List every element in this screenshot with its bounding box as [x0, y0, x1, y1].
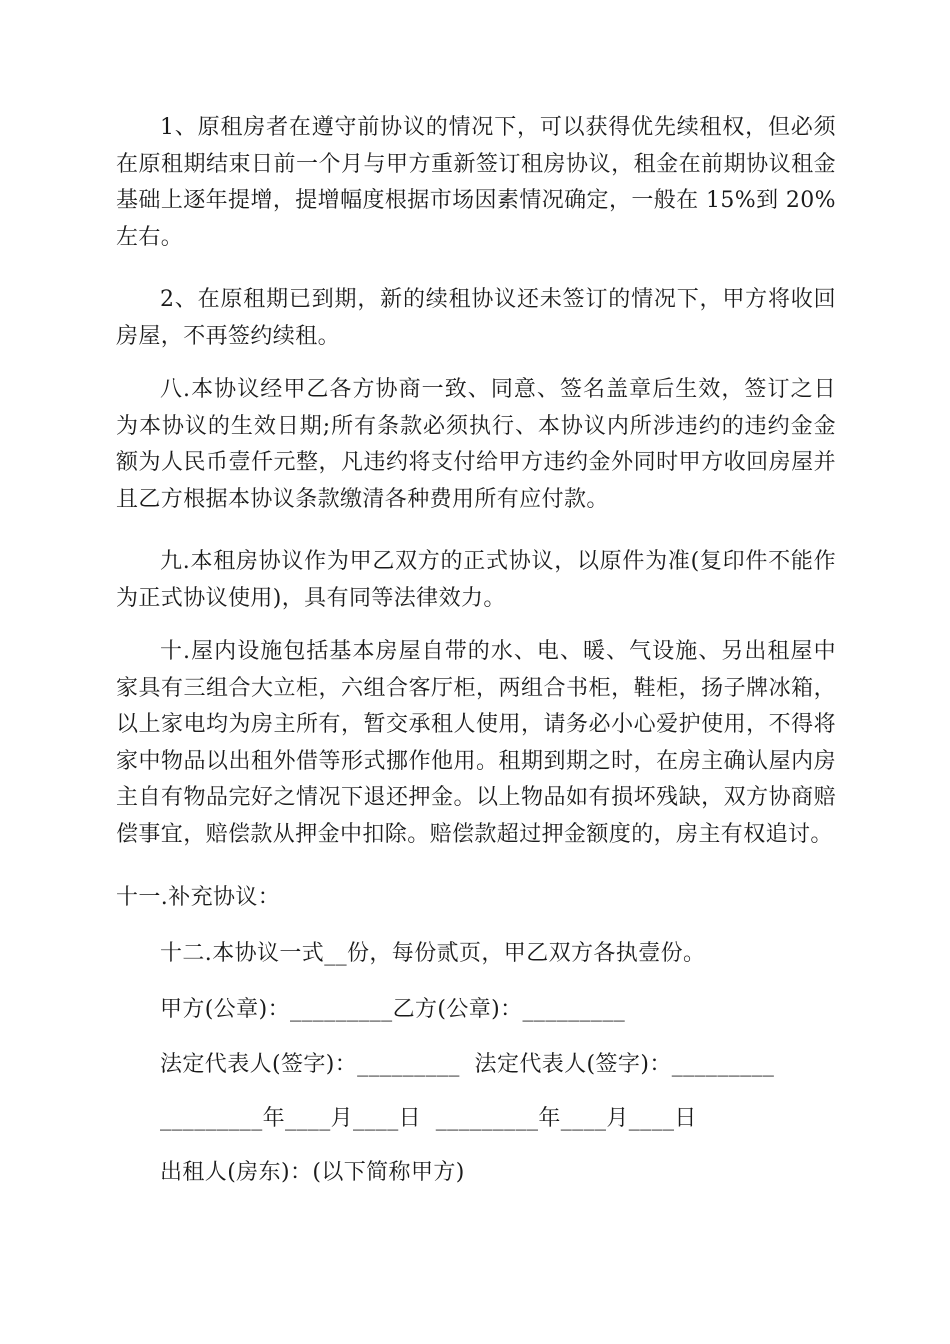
representative-signature-line: 法定代表人(签字)：_________ 法定代表人(签字)：_________: [160, 1052, 775, 1077]
clause-eight-effective: 八.本协议经甲乙各方协商一致、同意、签名盖章后生效，签订之日为本协议的生效日期;所有条款必须执行、本协议内所涉违约的违约金金额为人民币壹仟元整，凡违约将支付给甲方违约金外同时甲方收回房屋并且乙方根据本协议条款缴清各种费用所有应付款。: [116, 377, 836, 512]
clause-renewal-priority: 1、原租房者在遵守前协议的情况下，可以获得优先续租权，但必须在原租期结束日前一个月与甲方重新签订租房协议，租金在前期协议租金基础上逐年提增，提增幅度根据市场因素情况确定，一般在 15%到 20%左右。: [116, 115, 836, 250]
clause-eleven-supplement: 十一.补充协议：: [116, 885, 281, 910]
seal-line: 甲方(公章)：_________乙方(公章)：_________: [160, 997, 626, 1022]
landlord-heading: 出租人(房东)：(以下简称甲方): [160, 1160, 465, 1185]
date-line: _________年____月____日 _________年____月____日: [160, 1106, 697, 1131]
clause-ten-facilities: 十.屋内设施包括基本房屋自带的水、电、暖、气设施、另出租屋中家具有三组合大立柜，六组合客厅柜，两组合书柜，鞋柜，扬子牌冰箱，以上家电均为房主所有，暂交承租人使用，请务必小心爱护使用，不得将家中物品以出租外借等形式挪作他用。租期到期之时，在房主确认屋内房主自有物品完好之情况下退还押金。以上物品如有损坏残缺，双方协商赔偿事宜，赔偿款从押金中扣除。赔偿款超过押金额度的，房主有权追讨。: [116, 639, 836, 847]
clause-twelve-copies: 十二.本协议一式__份，每份贰页，甲乙双方各执壹份。: [160, 941, 706, 966]
clause-renewal-expired: 2、在原租期已到期，新的续租协议还未签订的情况下，甲方将收回房屋，不再签约续租。: [116, 287, 836, 349]
clause-nine-formal: 九.本租房协议作为甲乙双方的正式协议，以原件为准(复印件不能作为正式协议使用)，具有同等法律效力。: [116, 549, 836, 611]
